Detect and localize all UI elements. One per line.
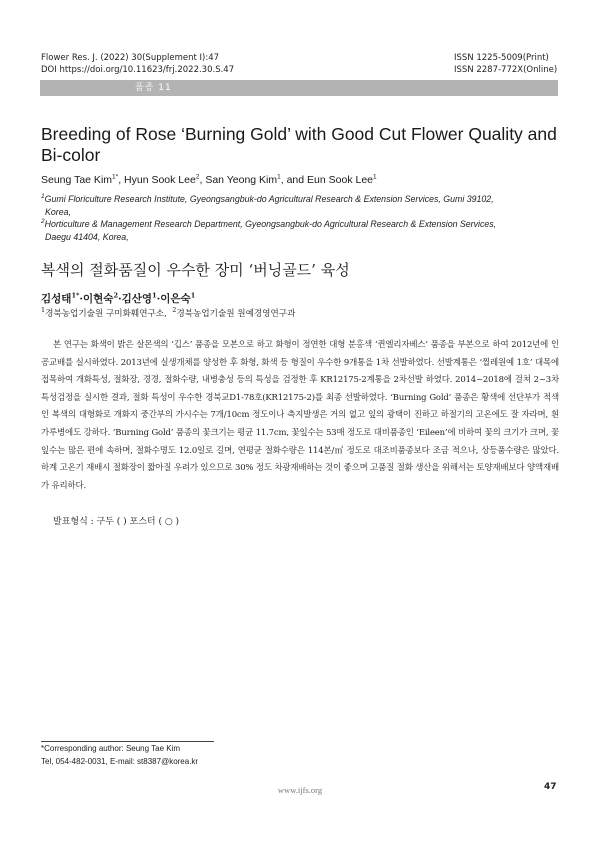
korean-title: 복색의 절화품질이 우수한 장미 ‘버닝골드’ 육성: [41, 261, 350, 279]
author-sup: 1*: [112, 173, 119, 181]
korean-author-sup: 1*: [71, 291, 80, 300]
paper-title: Breeding of Rose ‘Burning Gold’ with Good Cut Flower Quality and Bi-color: [41, 124, 557, 165]
korean-author-name: 이은숙: [160, 293, 191, 305]
issn-online: ISSN 2287-772X(Online): [454, 65, 558, 75]
author-contact: Tel, 054-482-0031, E-mail: st8387@korea.kr: [41, 757, 199, 766]
author-name: Seung Tae Kim: [41, 174, 113, 186]
korean-affiliation-2: 경북농업기술원 원예경영연구과: [176, 309, 296, 319]
issn-print: ISSN 1225-5009(Print): [454, 53, 549, 63]
korean-author-sup: 1: [152, 291, 157, 300]
issn-block: [454, 52, 557, 76]
affiliation-text: Horticulture & Management Research Department, Gyeongsangbuk-do Agricultural Research & Extension Services,: [44, 219, 497, 229]
korean-author-name: 이현숙: [83, 293, 114, 305]
author-name: Hyun Sook Lee: [124, 174, 196, 186]
korean-affiliation-sup: 2: [172, 306, 177, 315]
korean-author-separator: ·: [79, 293, 84, 305]
author-name: San Yeong Kim: [205, 174, 278, 186]
affiliation-text: Gumi Floriculture Research Institute, Gyeongsangbuk-do Agricultural Research & Extension Services, Gumi 39102,: [44, 194, 494, 204]
journal-line: Flower Res. J. (2022) 30(Supplement I):47: [41, 53, 220, 63]
page-number: 47: [544, 782, 557, 792]
author-separator: ,: [118, 174, 125, 186]
author-list: [41, 174, 377, 186]
footnote-divider: [41, 741, 214, 742]
journal-url: www.ijfs.org: [277, 785, 323, 795]
affiliation-cont: Korea,: [45, 206, 71, 217]
section-bar: [40, 80, 558, 96]
korean-affiliation-sup: 1: [41, 306, 46, 315]
journal-citation: [41, 52, 234, 76]
author-sup: 2: [195, 173, 200, 181]
author-sup: 1: [277, 173, 281, 181]
korean-affiliation-1: 경북농업기술원 구미화훼연구소,: [45, 309, 167, 319]
affiliation-1: [41, 193, 561, 218]
korean-author-separator: ·: [117, 293, 122, 305]
corresponding-author: *Corresponding author: Seung Tae Kim: [41, 744, 181, 753]
section-label: 품종 11: [135, 83, 172, 93]
korean-affiliations: [41, 307, 295, 319]
presentation-format: 발표형식 : 구두 ( ) 포스터 ( ○ ): [53, 517, 180, 527]
korean-author-sup: 1: [190, 291, 196, 300]
korean-author-sup: 2: [113, 291, 118, 300]
korean-author-name: 김산영: [121, 293, 153, 305]
author-separator: ,: [199, 174, 206, 186]
korean-author-separator: ·: [156, 293, 161, 305]
doi-line: DOI https://doi.org/10.11623/frj.2022.30.S.47: [41, 65, 235, 75]
korean-author-list: [41, 291, 195, 306]
author-sup: 1: [373, 173, 377, 181]
affiliation-sup: 1: [41, 193, 45, 201]
affiliation-sup: 2: [41, 218, 45, 226]
author-separator: , and: [280, 174, 308, 186]
author-name: Eun Sook Lee: [307, 174, 373, 186]
abstract-body: 본 연구는 화색이 밝은 살몬색의 ‘깁스’ 품종을 모본으로 하고 화형이 정연한 대형 분홍색 ‘퀸엘리자베스’ 품종을 부본으로 하여 2012년에 인공교배를 실시하였다. 2013년에 실생개체를 양성한 후 화형, 화색 등 형질이 우수한 9개통을 1차 선발하였다. 선발계통은 ‘찔레원예 1호’ 대목에 접목하여 개화특성, 절화장, 경경, 절화수량, 내병충성 등의 특성을 검정한 후 KR12175-2계통을 2차선발 하였다. 2014~2018에 걸쳐 2~3차 특성검정을 실시한 결과, 절화 특성이 우수한 경북교D1-78호(KR12175-2)를 최종 선발하였다. ‘Burning Gold’ 품종은 황색에 선단부가 적색인 복색의 대형화로 개화지 중간부의 가시수는 7개/10cm 정도이나 측지발생은 거의 없고 잎의 광택이 진하고 하절기의 고온에도 잘 자라며, 흰가루병에도 강하다. ‘Burning Gold’ 품종의 꽃크기는 평균 11.7cm, 꽃잎수는 53매 정도로 대비품종인 ‘Eileen’에 비하여 꽃의 크기가 크며, 꽃잎수는 많은 편에 속하며, 절화수명도 12.0일로 길며, 연평균 절화수량은 114본/㎡ 정도로 대조비품종보다 조금 적으나, 상등품수량은 많았다. 하계 고온기 재배시 절화장이 짧아질 우려가 있으므로 30% 정도 차광재배하는 것이 좋으며 고품질 절화 생산을 위해서는 토양재배보다 양액재배가 유리하다.: [41, 339, 559, 490]
affiliation-2: [41, 218, 561, 243]
korean-author-name: 김성태: [41, 293, 72, 305]
affiliation-cont: Daegu 41404, Korea,: [45, 231, 129, 242]
